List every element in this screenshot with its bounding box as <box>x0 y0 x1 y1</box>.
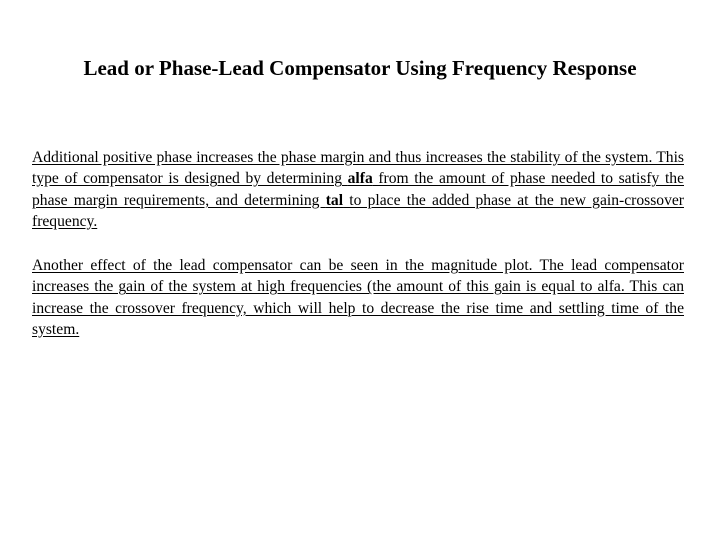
keyword-tal: tal <box>325 191 344 209</box>
paragraph-magnitude-effect: Another effect of the lead compensator can be seen in the magnitude plot. The lead compensator increases the gain of the system at high frequencies (the amount of this gain is equal to alfa. This can increase the crossover frequency, which will help to decrease the rise time and settling time of the system. <box>32 257 684 338</box>
paragraph1-text-1: Additional positive phase increases the phase margin and thus increases the stability of the system. This type of compensator is designed by determining <box>32 149 684 188</box>
paragraph1-text-3: to place the added phase at the new gain-crossover frequency. <box>32 191 684 230</box>
slide-title: Lead or Phase-Lead Compensator Using Frequency Response <box>83 56 637 80</box>
keyword-alfa: alfa <box>347 170 373 188</box>
paragraph-phase-margin <box>32 147 684 232</box>
paragraph1-text-2: from the amount of phase needed to satisfy the phase margin requirements, and determining <box>32 170 684 209</box>
